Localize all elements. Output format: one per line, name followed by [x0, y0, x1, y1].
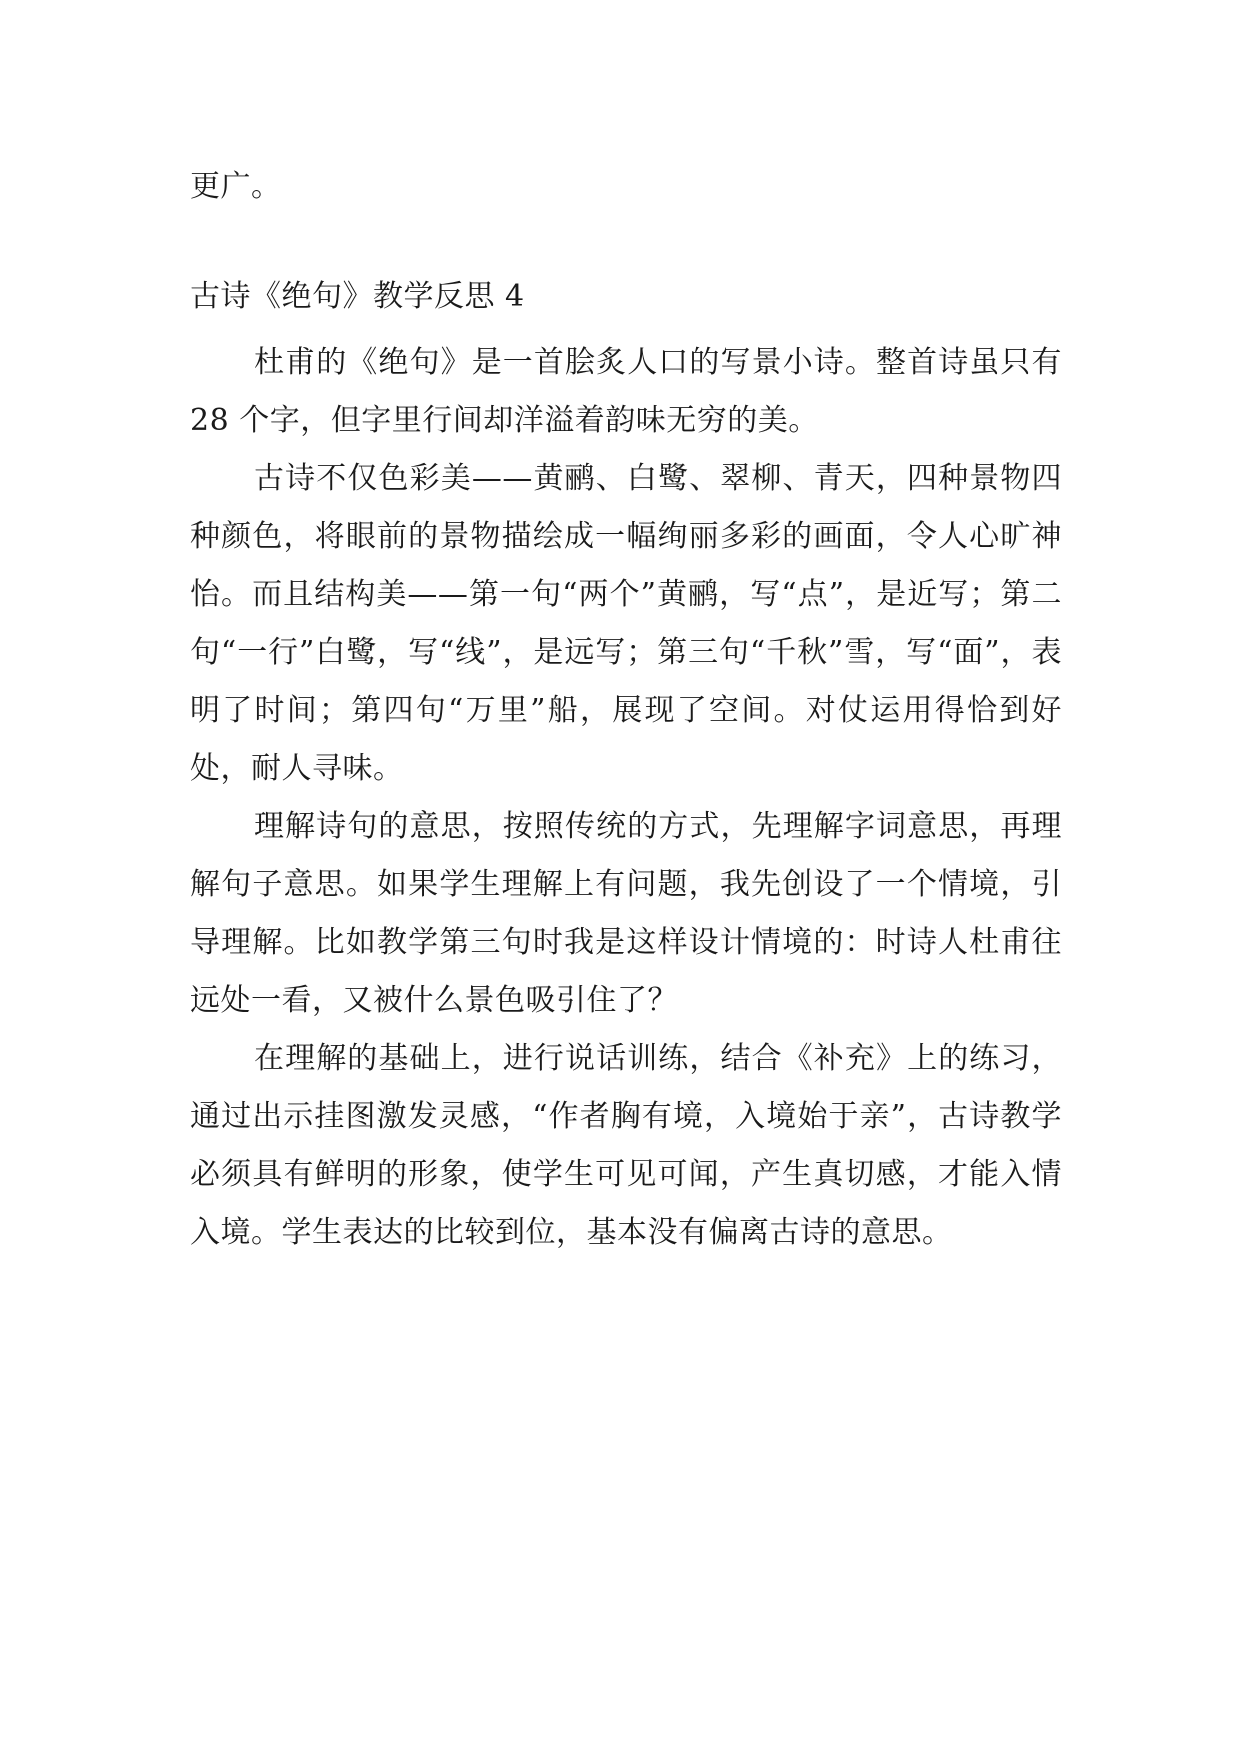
- paragraph: 理解诗句的意思，按照传统的方式，先理解字词意思，再理解句子意思。如果学生理解上有问题，我先创设了一个情境，引导理解。比如教学第三句时我是这样设计情境的：时诗人杜甫往远处一看，又被什么景色吸引住了？: [190, 809, 1062, 1018]
- document-body: [190, 334, 1062, 1262]
- section-title: 古诗《绝句》教学反思 4: [190, 279, 525, 314]
- continuation-text: 更广。: [190, 169, 282, 204]
- paragraph: 杜甫的《绝句》是一首脍炙人口的写景小诗。整首诗虽只有 28 个字，但字里行间却洋溢着韵味无穷的美。: [190, 345, 1062, 438]
- paragraph: 古诗不仅色彩美——黄鹂、白鹭、翠柳、青天，四种景物四种颜色，将眼前的景物描绘成一幅绚丽多彩的画面，令人心旷神怡。而且结构美——第一句“两个”黄鹂，写“点”，是近写；第二句“一行”白鹭，写“线”，是远写；第三句“千秋”雪，写“面”，表明了时间；第四句“万里”船，展现了空间。对仗运用得恰到好处，耐人寻味。: [190, 461, 1062, 786]
- paragraph: 在理解的基础上，进行说话训练，结合《补充》上的练习，通过出示挂图激发灵感，“作者胸有境，入境始于亲”，古诗教学必须具有鲜明的形象，使学生可见可闻，产生真切感，才能入情入境。学生表达的比较到位，基本没有偏离古诗的意思。: [190, 1041, 1062, 1250]
